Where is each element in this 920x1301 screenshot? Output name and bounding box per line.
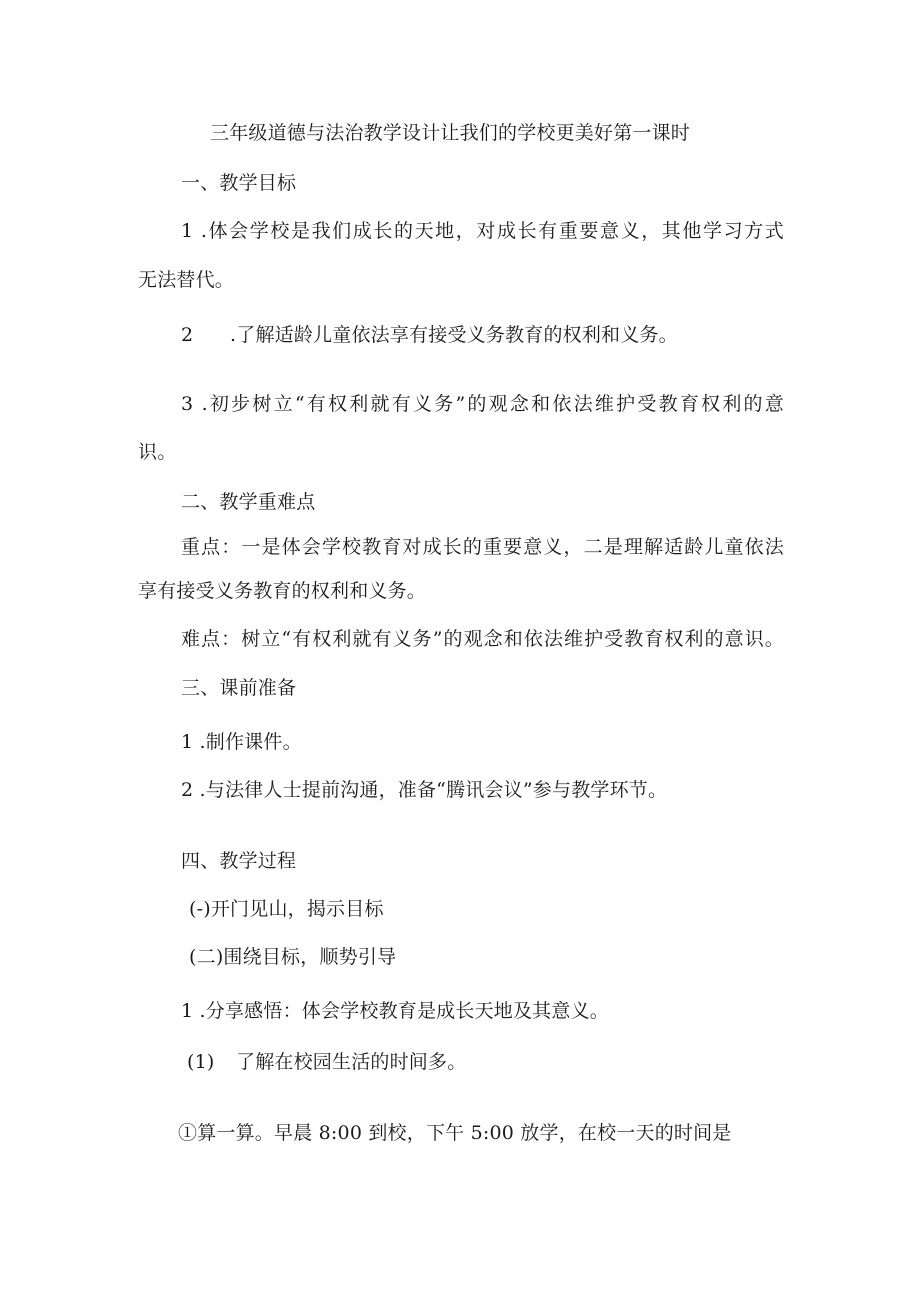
calculation-item: ①算一算。早晨 8:00 到校，下午 5:00 放学，在校一天的时间是 xyxy=(178,1122,732,1144)
process-step-2: (二)围绕目标，顺势引导 xyxy=(189,946,397,968)
goal-1-line-1: 1 .体会学校是我们成长的天地，对成长有重要意义，其他学习方式 xyxy=(181,220,784,242)
key-point-line-1: 重点：一是体会学校教育对成长的重要意义，二是理解适龄儿童依法 xyxy=(181,536,784,558)
process-step-1: (-)开门见山，揭示目标 xyxy=(189,898,384,920)
share-item: 1 .分享感悟：体会学校教育是成长天地及其意义。 xyxy=(181,1000,609,1022)
section-heading-goals: 一、教学目标 xyxy=(181,172,297,194)
sub-item-1-number: (1) xyxy=(187,1051,215,1073)
goal-2-number: 2 xyxy=(181,324,194,346)
section-heading-process: 四、教学过程 xyxy=(181,850,297,872)
difficult-point: 难点：树立“有权利就有义务”的观念和依法维护受教育权利的意识。 xyxy=(181,628,784,650)
goal-3-line-2: 识。 xyxy=(138,441,177,463)
section-heading-key-points: 二、教学重难点 xyxy=(181,491,316,513)
goal-2-text: .了解适龄儿童依法享有接受义务教育的权利和义务。 xyxy=(230,324,678,346)
preparation-item-2: 2 .与法律人士提前沟通，准备“腾讯会议”参与教学环节。 xyxy=(181,779,668,801)
goal-1-line-2: 无法替代。 xyxy=(138,269,235,291)
goal-3-line-1: 3 .初步树立“有权利就有义务”的观念和依法维护受教育权利的意 xyxy=(181,393,784,415)
sub-item-1-text: 了解在校园生活的时间多。 xyxy=(236,1051,467,1073)
section-heading-preparation: 三、课前准备 xyxy=(181,677,297,699)
preparation-item-1: 1 .制作课件。 xyxy=(181,731,302,753)
document-title: 三年级道德与法治教学设计让我们的学校更美好第一课时 xyxy=(210,122,691,144)
key-point-line-2: 享有接受义务教育的权利和义务。 xyxy=(138,580,427,602)
